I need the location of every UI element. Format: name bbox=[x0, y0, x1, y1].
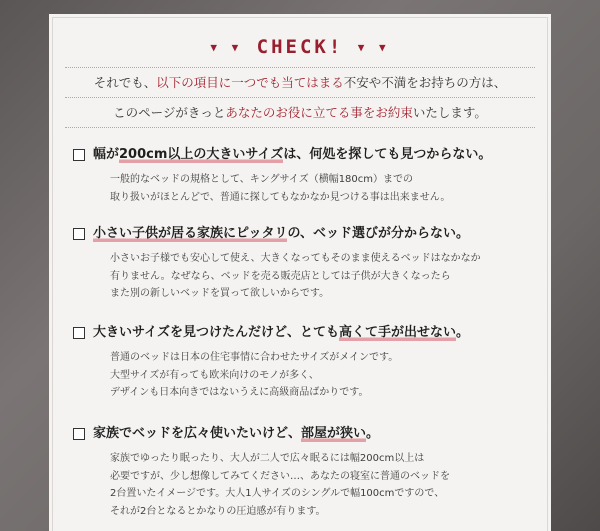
intro-line-1 bbox=[65, 67, 535, 97]
check-item-description bbox=[110, 450, 541, 520]
check-item-title bbox=[73, 325, 541, 341]
description-line: 普通のベッドは日本の住宅事情に合わせたサイズがメインです。 bbox=[110, 352, 399, 363]
intro-text bbox=[65, 67, 535, 128]
checkbox-icon bbox=[73, 327, 85, 339]
intro-line1-highlight: 以下の項目に一つでも当てはまる bbox=[156, 75, 344, 90]
check-item-2 bbox=[73, 226, 541, 303]
title-part: 家族でベッドを広々使いたいけど、 bbox=[93, 426, 302, 441]
check-item-4 bbox=[73, 426, 541, 520]
check-item-description bbox=[110, 349, 541, 402]
content-panel bbox=[49, 14, 551, 531]
description-line: デザインも日本向きではないうえに高級商品ばかりです。 bbox=[110, 387, 369, 398]
intro-line2-a: このページがきっと bbox=[113, 105, 226, 120]
triangle-marks-left: ▼ ▼ bbox=[210, 41, 243, 54]
description-line: 一般的なベッドの規格として、キングサイズ（横幅180cm）までの bbox=[110, 174, 414, 185]
check-item-title bbox=[73, 147, 541, 163]
title-highlight: 小さい子供が居る家族にピッタリ bbox=[93, 226, 288, 241]
title-part: の、ベッド選びが分からない。 bbox=[287, 226, 469, 241]
check-heading bbox=[49, 36, 551, 58]
intro-line2-highlight: あなたのお役に立てる事をお約束 bbox=[225, 105, 413, 120]
check-item-description bbox=[110, 250, 541, 303]
description-line: 小さいお子様でも安心して使え、大きくなってもそのまま使えるベッドはなかなか bbox=[110, 253, 481, 264]
description-line: 必要ですが、少し想像してみてください…、あなたの寝室に普通のベッドを bbox=[110, 470, 450, 482]
checkbox-icon bbox=[73, 149, 85, 161]
title-part: は、何処を探しても見つからない。 bbox=[283, 147, 492, 162]
title-highlight: 部屋が狭い bbox=[301, 426, 367, 441]
intro-line1-c: 不安や不満をお持ちの方は、 bbox=[343, 75, 507, 90]
description-line: それが2台となるとかなりの圧迫感が有ります。 bbox=[110, 505, 326, 517]
description-line: 大型サイズが有っても欧米向けのモノが多く、 bbox=[110, 369, 319, 381]
check-item-title bbox=[73, 426, 541, 442]
description-line: また別の新しいベッドを買って欲しいからです。 bbox=[110, 288, 330, 299]
title-highlight: 200cm以上の大きいサイズ bbox=[119, 147, 284, 162]
triangle-marks-right: ▼ ▼ bbox=[357, 41, 390, 54]
check-item-description bbox=[110, 171, 541, 206]
title-part: 。 bbox=[455, 325, 469, 340]
title-part: 大きいサイズを見つけたんだけど、とても bbox=[93, 325, 339, 340]
checkbox-icon bbox=[73, 228, 85, 240]
check-item-title bbox=[73, 226, 541, 242]
intro-line2-c: いたします。 bbox=[412, 105, 487, 120]
title-highlight: 高くて手が出せない bbox=[338, 325, 456, 340]
title-part: 幅が bbox=[93, 147, 120, 162]
description-line: 家族でゆったり眠ったり、大人が二人で広々眠るには幅200cm以上は bbox=[110, 453, 425, 464]
description-line: 取り扱いがほとんどで、普通に探してもなかなか見つける事は出来ません。 bbox=[110, 191, 451, 203]
description-line: 有りません。なぜなら、ベッドを売る販売店としては子供が大きくなったら bbox=[110, 270, 451, 282]
check-item-1 bbox=[73, 147, 541, 206]
intro-line1-a: それでも、 bbox=[93, 75, 157, 90]
checkbox-icon bbox=[73, 428, 85, 440]
check-item-3 bbox=[73, 325, 541, 402]
intro-line-2 bbox=[65, 97, 535, 128]
description-line: 2台置いたイメージです。大人1人サイズのシングルで幅100cmですので、 bbox=[110, 488, 445, 499]
heading-text: CHECK! bbox=[256, 36, 344, 58]
title-part: 。 bbox=[366, 426, 380, 441]
